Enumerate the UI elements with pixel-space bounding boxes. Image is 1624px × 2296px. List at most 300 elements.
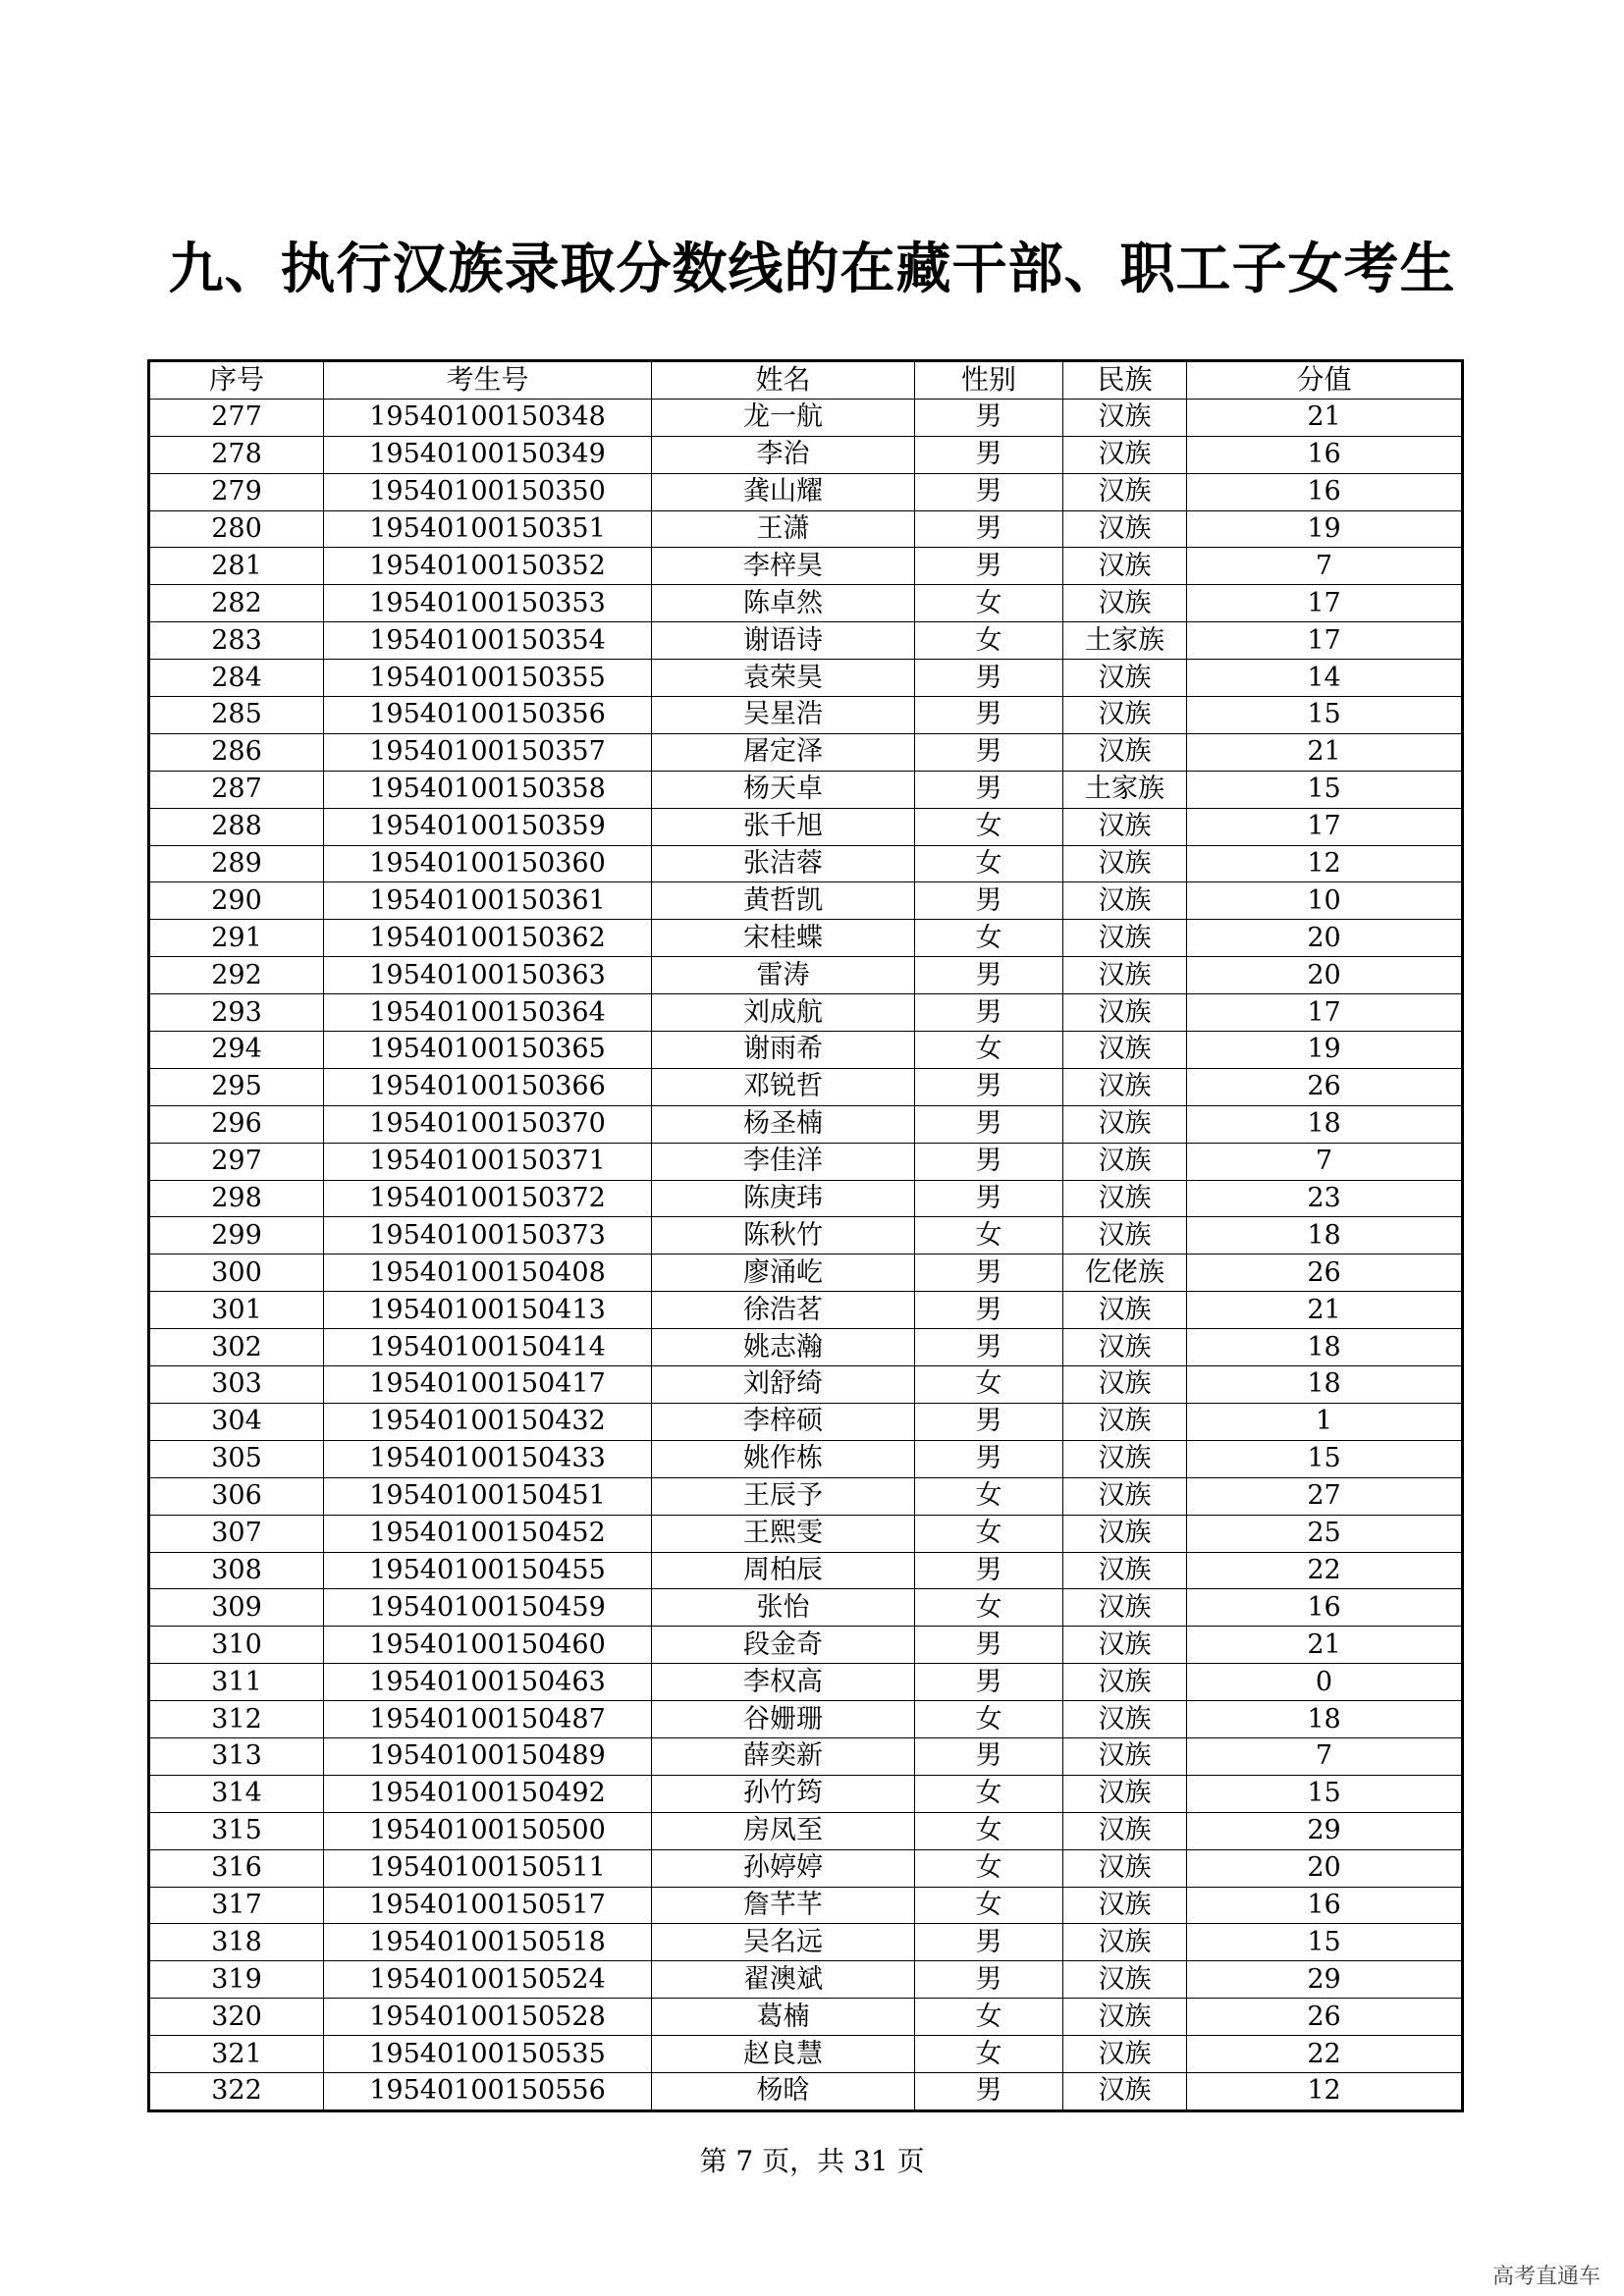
ethnicity-cell: 汉族 <box>1063 1664 1187 1701</box>
name-cell: 李权高 <box>652 1664 915 1701</box>
table-row <box>149 1589 1463 1627</box>
ethnicity-cell: 汉族 <box>1063 1775 1187 1812</box>
seq-cell: 289 <box>149 845 324 882</box>
score-cell: 16 <box>1187 473 1463 510</box>
gender-cell: 男 <box>915 1255 1063 1292</box>
table-row <box>149 1217 1463 1255</box>
gender-cell: 女 <box>915 808 1063 845</box>
exam-id-cell: 19540100150360 <box>324 845 652 882</box>
ethnicity-cell: 汉族 <box>1063 1180 1187 1217</box>
score-cell: 29 <box>1187 1812 1463 1849</box>
ethnicity-cell: 汉族 <box>1063 585 1187 622</box>
gender-cell: 男 <box>915 1105 1063 1143</box>
gender-cell: 男 <box>915 1403 1063 1440</box>
score-cell: 14 <box>1187 660 1463 697</box>
table-row <box>149 1105 1463 1143</box>
name-cell: 张洁蓉 <box>652 845 915 882</box>
ethnicity-cell: 汉族 <box>1063 957 1187 994</box>
exam-id-cell: 19540100150366 <box>324 1068 652 1105</box>
seq-cell: 280 <box>149 510 324 548</box>
exam-id-cell: 19540100150414 <box>324 1329 652 1366</box>
gender-cell: 女 <box>915 1887 1063 1924</box>
ethnicity-cell: 汉族 <box>1063 920 1187 957</box>
name-cell: 黄哲凯 <box>652 882 915 920</box>
exam-id-cell: 19540100150463 <box>324 1664 652 1701</box>
table-row <box>149 436 1463 473</box>
score-cell: 26 <box>1187 1068 1463 1105</box>
exam-id-cell: 19540100150362 <box>324 920 652 957</box>
name-cell: 翟澳斌 <box>652 1961 915 1999</box>
header-ethnicity: 民族 <box>1063 361 1187 400</box>
gender-cell: 男 <box>915 697 1063 734</box>
ethnicity-cell: 汉族 <box>1063 1403 1187 1440</box>
gender-cell: 男 <box>915 473 1063 510</box>
ethnicity-cell: 汉族 <box>1063 1329 1187 1366</box>
ethnicity-cell: 汉族 <box>1063 1999 1187 2036</box>
seq-cell: 293 <box>149 994 324 1032</box>
table-row <box>149 399 1463 436</box>
gender-cell: 男 <box>915 436 1063 473</box>
watermark: 高考直通车 <box>1491 2265 1600 2289</box>
table-row <box>149 1627 1463 1664</box>
gender-cell: 男 <box>915 510 1063 548</box>
gender-cell: 男 <box>915 957 1063 994</box>
name-cell: 谢语诗 <box>652 622 915 660</box>
score-cell: 29 <box>1187 1961 1463 1999</box>
ethnicity-cell: 仡佬族 <box>1063 1255 1187 1292</box>
exam-id-cell: 19540100150354 <box>324 622 652 660</box>
seq-cell: 279 <box>149 473 324 510</box>
table-row <box>149 2036 1463 2073</box>
header-seq: 序号 <box>149 361 324 400</box>
name-cell: 邓锐哲 <box>652 1068 915 1105</box>
table-row <box>149 1180 1463 1217</box>
exam-id-cell: 19540100150500 <box>324 1812 652 1849</box>
ethnicity-cell: 汉族 <box>1063 882 1187 920</box>
ethnicity-cell: 汉族 <box>1063 697 1187 734</box>
ethnicity-cell: 汉族 <box>1063 1887 1187 1924</box>
table-row <box>149 733 1463 771</box>
name-cell: 孙婷婷 <box>652 1849 915 1887</box>
name-cell: 屠定泽 <box>652 733 915 771</box>
gender-cell: 男 <box>915 882 1063 920</box>
score-cell: 16 <box>1187 1887 1463 1924</box>
score-cell: 27 <box>1187 1477 1463 1515</box>
ethnicity-cell: 汉族 <box>1063 399 1187 436</box>
ethnicity-cell: 汉族 <box>1063 1068 1187 1105</box>
score-cell: 25 <box>1187 1515 1463 1552</box>
ethnicity-cell: 汉族 <box>1063 660 1187 697</box>
gender-cell: 女 <box>915 1589 1063 1627</box>
name-cell: 薛奕新 <box>652 1737 915 1775</box>
name-cell: 陈卓然 <box>652 585 915 622</box>
score-cell: 17 <box>1187 994 1463 1032</box>
seq-cell: 287 <box>149 771 324 808</box>
seq-cell: 311 <box>149 1664 324 1701</box>
gender-cell: 男 <box>915 548 1063 585</box>
gender-cell: 女 <box>915 920 1063 957</box>
score-cell: 17 <box>1187 585 1463 622</box>
score-cell: 18 <box>1187 1701 1463 1738</box>
seq-cell: 288 <box>149 808 324 845</box>
table-row <box>149 1515 1463 1552</box>
seq-cell: 298 <box>149 1180 324 1217</box>
name-cell: 徐浩茗 <box>652 1292 915 1329</box>
gender-cell: 男 <box>915 1737 1063 1775</box>
table-row <box>149 1032 1463 1069</box>
seq-cell: 310 <box>149 1627 324 1664</box>
score-cell: 15 <box>1187 1775 1463 1812</box>
score-cell: 7 <box>1187 1143 1463 1180</box>
seq-cell: 283 <box>149 622 324 660</box>
score-cell: 15 <box>1187 1440 1463 1477</box>
table-row <box>149 920 1463 957</box>
ethnicity-cell: 汉族 <box>1063 1217 1187 1255</box>
score-cell: 12 <box>1187 2072 1463 2110</box>
seq-cell: 317 <box>149 1887 324 1924</box>
table-row <box>149 1924 1463 1961</box>
name-cell: 姚作栋 <box>652 1440 915 1477</box>
score-cell: 21 <box>1187 399 1463 436</box>
exam-id-cell: 19540100150358 <box>324 771 652 808</box>
seq-cell: 307 <box>149 1515 324 1552</box>
score-cell: 20 <box>1187 1849 1463 1887</box>
gender-cell: 男 <box>915 1292 1063 1329</box>
name-cell: 陈秋竹 <box>652 1217 915 1255</box>
exam-id-cell: 19540100150359 <box>324 808 652 845</box>
exam-id-cell: 19540100150364 <box>324 994 652 1032</box>
page-footer: 第 7 页，共 31 页 <box>699 2145 925 2177</box>
gender-cell: 女 <box>915 1217 1063 1255</box>
name-cell: 王潇 <box>652 510 915 548</box>
score-cell: 21 <box>1187 1627 1463 1664</box>
seq-cell: 295 <box>149 1068 324 1105</box>
exam-id-cell: 19540100150460 <box>324 1627 652 1664</box>
score-cell: 7 <box>1187 548 1463 585</box>
name-cell: 周柏辰 <box>652 1552 915 1589</box>
seq-cell: 308 <box>149 1552 324 1589</box>
name-cell: 谢雨希 <box>652 1032 915 1069</box>
score-cell: 1 <box>1187 1403 1463 1440</box>
ethnicity-cell: 汉族 <box>1063 1440 1187 1477</box>
exam-id-cell: 19540100150351 <box>324 510 652 548</box>
ethnicity-cell: 汉族 <box>1063 1515 1187 1552</box>
seq-cell: 281 <box>149 548 324 585</box>
table-row <box>149 660 1463 697</box>
exam-id-cell: 19540100150349 <box>324 436 652 473</box>
seq-cell: 305 <box>149 1440 324 1477</box>
exam-id-cell: 19540100150459 <box>324 1589 652 1627</box>
seq-cell: 300 <box>149 1255 324 1292</box>
table-row <box>149 1292 1463 1329</box>
seq-cell: 312 <box>149 1701 324 1738</box>
seq-cell: 309 <box>149 1589 324 1627</box>
gender-cell: 女 <box>915 2036 1063 2073</box>
table-row <box>149 1999 1463 2036</box>
name-cell: 李治 <box>652 436 915 473</box>
gender-cell: 女 <box>915 1999 1063 2036</box>
name-cell: 孙竹筠 <box>652 1775 915 1812</box>
seq-cell: 322 <box>149 2072 324 2110</box>
name-cell: 吴星浩 <box>652 697 915 734</box>
exam-id-cell: 19540100150353 <box>324 585 652 622</box>
seq-cell: 316 <box>149 1849 324 1887</box>
ethnicity-cell: 汉族 <box>1063 994 1187 1032</box>
score-cell: 18 <box>1187 1217 1463 1255</box>
ethnicity-cell: 汉族 <box>1063 548 1187 585</box>
score-cell: 17 <box>1187 622 1463 660</box>
name-cell: 王熙雯 <box>652 1515 915 1552</box>
table-row <box>149 1664 1463 1701</box>
name-cell: 姚志瀚 <box>652 1329 915 1366</box>
exam-id-cell: 19540100150363 <box>324 957 652 994</box>
table-row <box>149 1329 1463 1366</box>
name-cell: 刘舒绮 <box>652 1366 915 1404</box>
exam-id-cell: 19540100150432 <box>324 1403 652 1440</box>
score-cell: 22 <box>1187 2036 1463 2073</box>
name-cell: 龙一航 <box>652 399 915 436</box>
ethnicity-cell: 汉族 <box>1063 1737 1187 1775</box>
table-row <box>149 994 1463 1032</box>
table-row <box>149 1887 1463 1924</box>
table-row <box>149 808 1463 845</box>
score-cell: 18 <box>1187 1329 1463 1366</box>
table-row <box>149 510 1463 548</box>
name-cell: 杨圣楠 <box>652 1105 915 1143</box>
name-cell: 房凤至 <box>652 1812 915 1849</box>
name-cell: 宋桂蝶 <box>652 920 915 957</box>
score-cell: 22 <box>1187 1552 1463 1589</box>
score-cell: 15 <box>1187 1924 1463 1961</box>
table-row <box>149 1812 1463 1849</box>
table-row <box>149 1440 1463 1477</box>
table-row <box>149 697 1463 734</box>
ethnicity-cell: 汉族 <box>1063 1477 1187 1515</box>
exam-id-cell: 19540100150528 <box>324 1999 652 2036</box>
exam-id-cell: 19540100150371 <box>324 1143 652 1180</box>
score-cell: 10 <box>1187 882 1463 920</box>
table-row <box>149 585 1463 622</box>
exam-id-cell: 19540100150517 <box>324 1887 652 1924</box>
table-row <box>149 957 1463 994</box>
exam-id-cell: 19540100150356 <box>324 697 652 734</box>
name-cell: 袁荣昊 <box>652 660 915 697</box>
exam-id-cell: 19540100150372 <box>324 1180 652 1217</box>
table-row <box>149 882 1463 920</box>
gender-cell: 男 <box>915 1924 1063 1961</box>
ethnicity-cell: 汉族 <box>1063 2036 1187 2073</box>
seq-cell: 294 <box>149 1032 324 1069</box>
gender-cell: 女 <box>915 1477 1063 1515</box>
ethnicity-cell: 土家族 <box>1063 771 1187 808</box>
ethnicity-cell: 汉族 <box>1063 1366 1187 1404</box>
table-row <box>149 1477 1463 1515</box>
table-body <box>149 399 1463 2110</box>
seq-cell: 292 <box>149 957 324 994</box>
name-cell: 谷姗珊 <box>652 1701 915 1738</box>
table-row <box>149 1255 1463 1292</box>
seq-cell: 319 <box>149 1961 324 1999</box>
exam-id-cell: 19540100150361 <box>324 882 652 920</box>
seq-cell: 301 <box>149 1292 324 1329</box>
seq-cell: 277 <box>149 399 324 436</box>
ethnicity-cell: 汉族 <box>1063 1032 1187 1069</box>
table-row <box>149 1552 1463 1589</box>
seq-cell: 302 <box>149 1329 324 1366</box>
header-name: 姓名 <box>652 361 915 400</box>
ethnicity-cell: 汉族 <box>1063 2072 1187 2110</box>
score-cell: 23 <box>1187 1180 1463 1217</box>
seq-cell: 314 <box>149 1775 324 1812</box>
exam-id-cell: 19540100150370 <box>324 1105 652 1143</box>
seq-cell: 297 <box>149 1143 324 1180</box>
ethnicity-cell: 汉族 <box>1063 1552 1187 1589</box>
gender-cell: 男 <box>915 1180 1063 1217</box>
name-cell: 李梓硕 <box>652 1403 915 1440</box>
name-cell: 王辰予 <box>652 1477 915 1515</box>
ethnicity-cell: 汉族 <box>1063 436 1187 473</box>
exam-id-cell: 19540100150489 <box>324 1737 652 1775</box>
score-cell: 18 <box>1187 1366 1463 1404</box>
exam-id-cell: 19540100150413 <box>324 1292 652 1329</box>
table-row <box>149 1701 1463 1738</box>
score-cell: 20 <box>1187 920 1463 957</box>
ethnicity-cell: 汉族 <box>1063 1589 1187 1627</box>
name-cell: 李佳洋 <box>652 1143 915 1180</box>
exam-id-cell: 19540100150487 <box>324 1701 652 1738</box>
name-cell: 张千旭 <box>652 808 915 845</box>
candidate-table <box>147 359 1464 2112</box>
table-row <box>149 1403 1463 1440</box>
ethnicity-cell: 汉族 <box>1063 1105 1187 1143</box>
score-cell: 21 <box>1187 733 1463 771</box>
score-cell: 16 <box>1187 436 1463 473</box>
name-cell: 张怡 <box>652 1589 915 1627</box>
gender-cell: 女 <box>915 1032 1063 1069</box>
score-cell: 17 <box>1187 808 1463 845</box>
gender-cell: 女 <box>915 1775 1063 1812</box>
name-cell: 龚山耀 <box>652 473 915 510</box>
table-row <box>149 771 1463 808</box>
score-cell: 26 <box>1187 1255 1463 1292</box>
seq-cell: 291 <box>149 920 324 957</box>
seq-cell: 320 <box>149 1999 324 2036</box>
score-cell: 16 <box>1187 1589 1463 1627</box>
exam-id-cell: 19540100150408 <box>324 1255 652 1292</box>
exam-id-cell: 19540100150350 <box>324 473 652 510</box>
gender-cell: 男 <box>915 2072 1063 2110</box>
seq-cell: 315 <box>149 1812 324 1849</box>
ethnicity-cell: 汉族 <box>1063 1143 1187 1180</box>
ethnicity-cell: 汉族 <box>1063 845 1187 882</box>
score-cell: 0 <box>1187 1664 1463 1701</box>
name-cell: 吴名远 <box>652 1924 915 1961</box>
gender-cell: 女 <box>915 845 1063 882</box>
score-cell: 15 <box>1187 697 1463 734</box>
score-cell: 26 <box>1187 1999 1463 2036</box>
gender-cell: 男 <box>915 1329 1063 1366</box>
seq-cell: 285 <box>149 697 324 734</box>
seq-cell: 303 <box>149 1366 324 1404</box>
table-row <box>149 1849 1463 1887</box>
gender-cell: 男 <box>915 660 1063 697</box>
exam-id-cell: 19540100150365 <box>324 1032 652 1069</box>
name-cell: 杨天卓 <box>652 771 915 808</box>
seq-cell: 318 <box>149 1924 324 1961</box>
exam-id-cell: 19540100150373 <box>324 1217 652 1255</box>
header-score: 分值 <box>1187 361 1463 400</box>
gender-cell: 男 <box>915 1068 1063 1105</box>
name-cell: 廖涌屹 <box>652 1255 915 1292</box>
name-cell: 雷涛 <box>652 957 915 994</box>
name-cell: 詹芊芊 <box>652 1887 915 1924</box>
gender-cell: 男 <box>915 733 1063 771</box>
table-row <box>149 473 1463 510</box>
table-row <box>149 845 1463 882</box>
gender-cell: 女 <box>915 585 1063 622</box>
name-cell: 刘成航 <box>652 994 915 1032</box>
table-row <box>149 1143 1463 1180</box>
seq-cell: 313 <box>149 1737 324 1775</box>
exam-id-cell: 19540100150451 <box>324 1477 652 1515</box>
score-cell: 7 <box>1187 1737 1463 1775</box>
gender-cell: 男 <box>915 399 1063 436</box>
table-row <box>149 1775 1463 1812</box>
score-cell: 15 <box>1187 771 1463 808</box>
name-cell: 李梓昊 <box>652 548 915 585</box>
exam-id-cell: 19540100150433 <box>324 1440 652 1477</box>
gender-cell: 女 <box>915 1515 1063 1552</box>
ethnicity-cell: 汉族 <box>1063 1701 1187 1738</box>
gender-cell: 男 <box>915 1552 1063 1589</box>
ethnicity-cell: 汉族 <box>1063 1961 1187 1999</box>
ethnicity-cell: 汉族 <box>1063 473 1187 510</box>
gender-cell: 女 <box>915 1849 1063 1887</box>
exam-id-cell: 19540100150518 <box>324 1924 652 1961</box>
exam-id-cell: 19540100150452 <box>324 1515 652 1552</box>
score-cell: 12 <box>1187 845 1463 882</box>
exam-id-cell: 19540100150348 <box>324 399 652 436</box>
seq-cell: 306 <box>149 1477 324 1515</box>
table-header-row <box>149 361 1463 400</box>
score-cell: 18 <box>1187 1105 1463 1143</box>
exam-id-cell: 19540100150511 <box>324 1849 652 1887</box>
seq-cell: 286 <box>149 733 324 771</box>
ethnicity-cell: 土家族 <box>1063 622 1187 660</box>
name-cell: 葛楠 <box>652 1999 915 2036</box>
name-cell: 段金奇 <box>652 1627 915 1664</box>
table-row <box>149 2072 1463 2110</box>
exam-id-cell: 19540100150357 <box>324 733 652 771</box>
seq-cell: 299 <box>149 1217 324 1255</box>
gender-cell: 男 <box>915 1664 1063 1701</box>
table-row <box>149 1068 1463 1105</box>
gender-cell: 女 <box>915 1701 1063 1738</box>
seq-cell: 278 <box>149 436 324 473</box>
seq-cell: 321 <box>149 2036 324 2073</box>
gender-cell: 男 <box>915 771 1063 808</box>
exam-id-cell: 19540100150352 <box>324 548 652 585</box>
exam-id-cell: 19540100150455 <box>324 1552 652 1589</box>
gender-cell: 女 <box>915 1366 1063 1404</box>
exam-id-cell: 19540100150535 <box>324 2036 652 2073</box>
ethnicity-cell: 汉族 <box>1063 1627 1187 1664</box>
name-cell: 杨晗 <box>652 2072 915 2110</box>
exam-id-cell: 19540100150524 <box>324 1961 652 1999</box>
gender-cell: 女 <box>915 622 1063 660</box>
score-cell: 19 <box>1187 1032 1463 1069</box>
exam-id-cell: 19540100150556 <box>324 2072 652 2110</box>
